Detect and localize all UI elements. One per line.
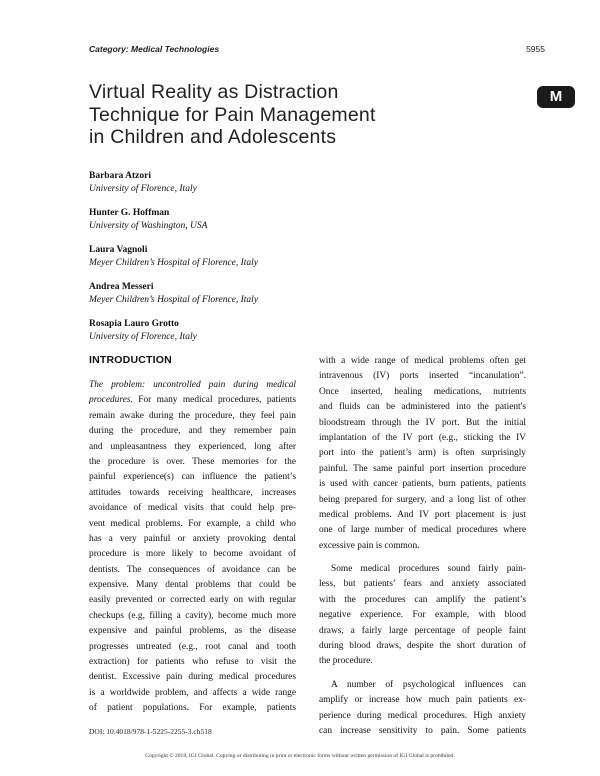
text-line: bloodstream through the IV port. But the initial (319, 417, 526, 428)
doi-label: DOI: 10.4018/978-1-5225-2255-3.ch518 (89, 727, 212, 736)
text-line: painful. The same painful port insertion procedure (319, 463, 526, 474)
text-line: extraction) for patients who refuse to visit the (89, 657, 296, 668)
author-affiliation: University of Florence, Italy (89, 183, 197, 194)
left-column (89, 378, 296, 717)
text-line: and unpleasantness they experienced, long after (89, 441, 296, 452)
text-line: and fluids can be administered into the patient's (319, 402, 526, 413)
author-name: Laura Vagnoli (89, 245, 148, 255)
author-name: Andrea Messeri (89, 282, 154, 292)
text-line: during blood draws, despite the short duration of (319, 641, 526, 652)
text-line: can increase sensitivity to pain. Some patients (319, 725, 526, 736)
text-line: the procedure. (319, 656, 373, 667)
paper-title (89, 81, 489, 149)
text-line: Once inserted, healing medications, nutrients (319, 386, 526, 397)
author-block (89, 318, 389, 355)
author-name: Rosapia Lauro Grotto (89, 319, 179, 329)
text-line: during the procedure, and they remember pain (89, 426, 296, 437)
text-line: avoidance of medical visits that could help pre- (89, 503, 296, 514)
text-line: procedure is more likely to become avoidant of (89, 549, 296, 560)
text-line: painful experience(s) can influence the patient’s (89, 472, 296, 483)
text-line: medical problems. And IV port placement is just (319, 509, 526, 520)
author-affiliation: Meyer Children’s Hospital of Florence, Italy (89, 257, 259, 268)
text-line: with a wide range of medical problems often get (319, 356, 526, 366)
text-line: Some medical procedures sound fairly pain- (331, 564, 526, 575)
italic-run: procedures. (89, 395, 133, 406)
text-line: draws, a fairly large percentage of people faint (319, 625, 526, 636)
text-line: attitudes towards receiving healthcare, increases (89, 487, 296, 498)
author-affiliation: University of Washington, USA (89, 220, 208, 231)
text-line (89, 393, 296, 408)
text-line: progresses untreated (e.g., root canal and tooth (89, 641, 296, 652)
text-line: the procedure is over. These memories for the (89, 456, 296, 467)
text-line: perience during medical procedures. High anxiety (319, 710, 526, 721)
text-line: of patient populations. For example, patients (89, 703, 296, 714)
author-affiliation: University of Florence, Italy (89, 331, 197, 342)
text-run: For many medical procedures, patients (132, 395, 296, 406)
right-column (319, 354, 526, 739)
author-affiliation: Meyer Children’s Hospital of Florence, Italy (89, 294, 259, 305)
text-line: vent medical problems. For example, a child who (89, 518, 296, 529)
text-line: dentist. Excessive pain during medical procedures (89, 672, 296, 683)
text-line: expensive. Many dental problems that could be (89, 580, 296, 591)
text-line: checkups (e.g, filling a cavity), become much more (89, 610, 296, 621)
text-line: with the procedures can amplify the patient’s (319, 594, 526, 605)
author-block (89, 207, 389, 244)
title-line: Virtual Reality as Distraction (89, 81, 339, 103)
text-line: less, but patients’ fears and anxiety associated (319, 579, 526, 590)
author-name: Hunter G. Hoffman (89, 208, 170, 218)
text-line: remain awake during the procedure, they feel pain (89, 410, 296, 421)
category-label: Category: Medical Technologies (89, 44, 220, 54)
copyright-notice: Copyright © 2018, IGI Global. Copying or distributing in print or electronic forms without written permission of IGI Global is prohibited. (145, 753, 455, 759)
text-line: dentists. The consequences of avoidance can be (89, 564, 296, 575)
author-name: Barbara Atzori (89, 171, 152, 181)
author-block (89, 244, 389, 281)
text-line: implantation of the IV port (e.g., sticking the IV (319, 432, 526, 443)
section-tab: M (537, 86, 575, 108)
text-line: has a very painful or anxiety provoking dental (89, 533, 296, 544)
text-line: intravenous (IV) ports inserted “incanulation”. (319, 371, 526, 382)
section-heading: INTRODUCTION (89, 354, 172, 366)
text-line: being prepared for surgery, and a long list of other (319, 494, 526, 505)
title-line: Technique for Pain Management (89, 103, 376, 126)
text-line: amplify or increase how much pain patients ex- (319, 695, 526, 706)
text-line: A number of psychological influences can (331, 679, 526, 690)
text-line: one of large number of medical procedures where (319, 525, 526, 536)
page-number: 5955 (526, 44, 545, 54)
text-line: The problem: uncontrolled pain during medical (89, 380, 296, 390)
author-block (89, 170, 389, 207)
text-line: port into the patient’s arm) is often surprisingly (319, 448, 526, 459)
author-block (89, 281, 389, 318)
author-list (89, 170, 389, 355)
text-line: excessive pain is common. (319, 540, 420, 551)
text-line: is a worldwide problem, and affects a wide range (89, 687, 296, 698)
text-line: expensive and painful problems, as the disease (89, 626, 296, 637)
text-line: negative experience. For example, with blood (319, 610, 526, 621)
text-line: is used with cancer patients, burn patients, patients (319, 479, 526, 490)
text-line: easily prevented or corrected early on with regular (89, 595, 296, 606)
title-line: in Children and Adolescents (89, 126, 337, 148)
